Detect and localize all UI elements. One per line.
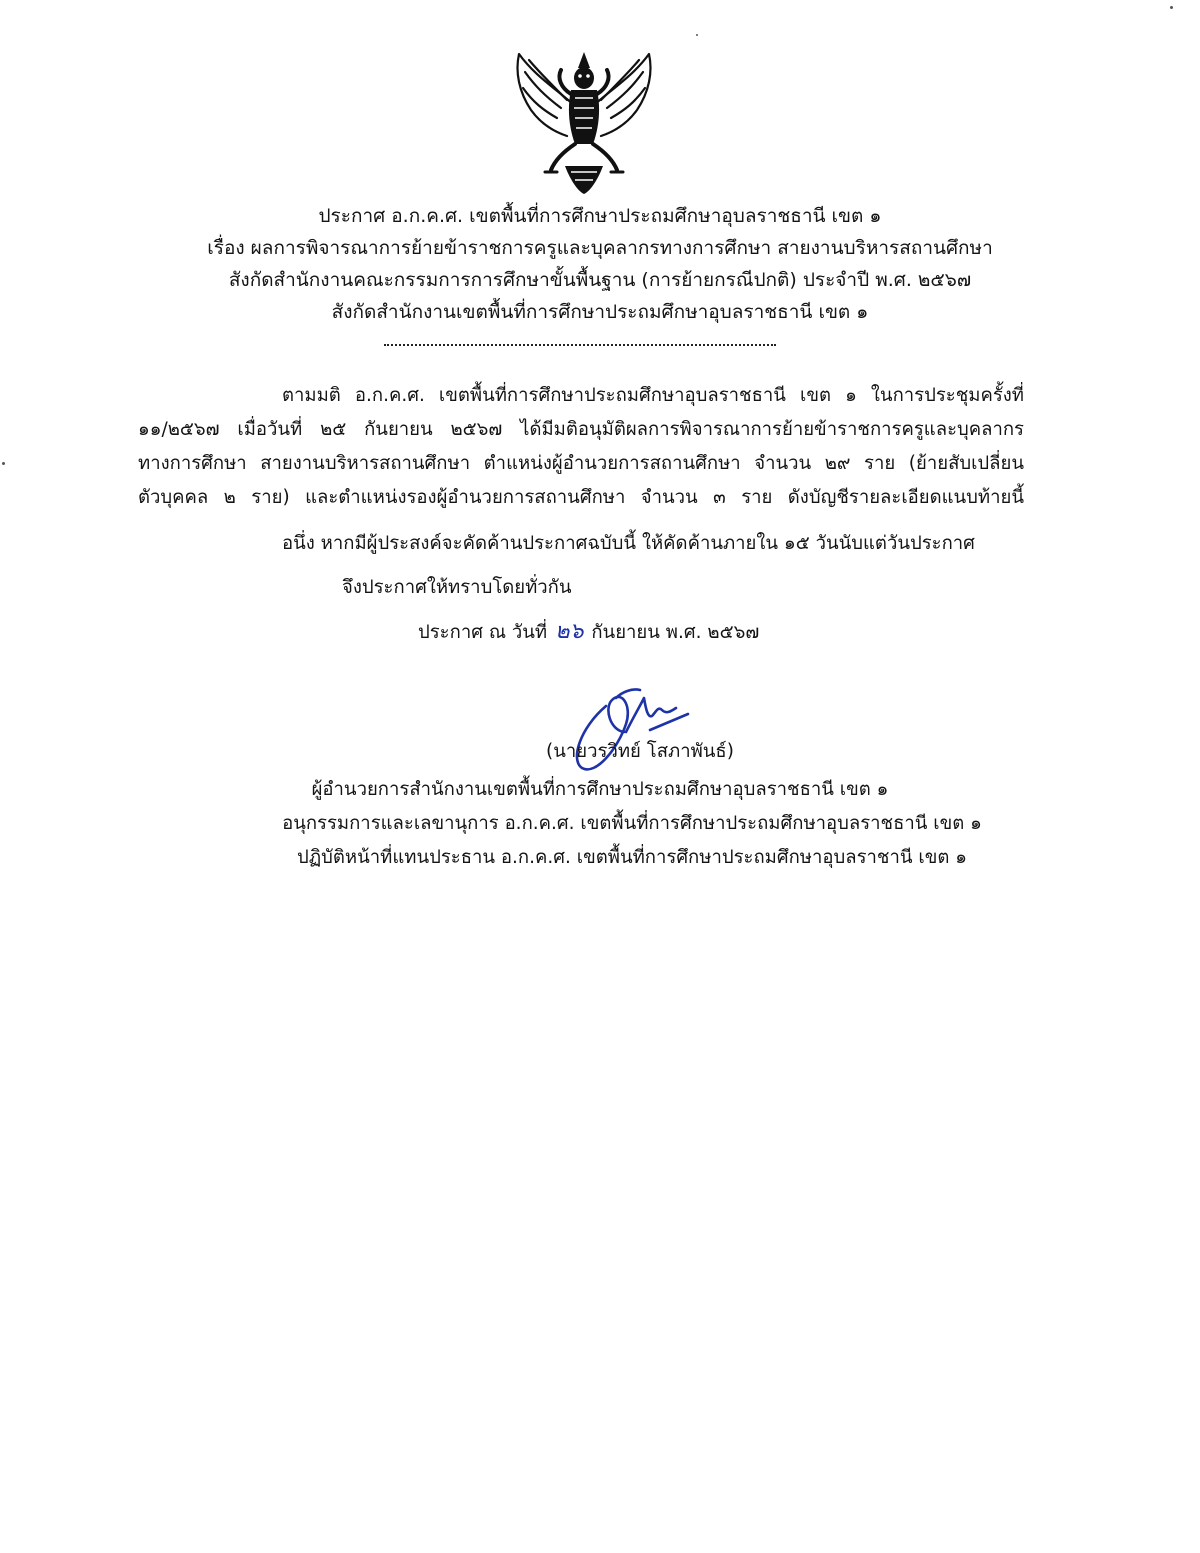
body-paragraph-line1: ตามมติ อ.ก.ค.ศ. เขตพื้นที่การศึกษาประถมศึกษาอุบลราชธานี เขต ๑ ในการประชุมครั้งที่ <box>282 385 1024 406</box>
body-paragraph-line4: ตัวบุคคล ๒ ราย) และตำแหน่งรองผู้อำนวยการสถานศึกษา จำนวน ๓ ราย ดังบัญชีรายละเอียดแนบท้ายนี้ <box>138 487 1024 508</box>
body-paragraph-line2: ๑๑/๒๕๖๗ เมื่อวันที่ ๒๕ กันยายน ๒๕๖๗ ได้มีมติอนุมัติผลการพิจารณาการย้ายข้าราชการครูและบุคลากร <box>138 419 1024 440</box>
signatory-name: (นายวรวิทย์ โสภาพันธ์) <box>546 741 734 762</box>
closing-statement: จึงประกาศให้ทราบโดยทั่วกัน <box>342 577 572 598</box>
signatory-position-1: ผู้อำนวยการสำนักงานเขตพื้นที่การศึกษาประถมศึกษาอุบลราชธานี เขต ๑ <box>311 779 889 800</box>
body-paragraph-line3: ทางการศึกษา สายงานบริหารสถานศึกษา ตำแหน่งผู้อำนวยการสถานศึกษา จำนวน ๒๙ ราย (ย้ายสับเปลี่ยน <box>138 453 1024 474</box>
dotted-divider <box>384 344 776 346</box>
date-suffix: กันยายน พ.ศ. ๒๕๖๗ <box>591 622 760 643</box>
objection-notice: อนึ่ง หากมีผู้ประสงค์จะคัดค้านประกาศฉบับนี้ ให้คัดค้านภายใน ๑๕ วันนับแต่วันประกาศ <box>282 533 975 554</box>
announcement-subject-line2: สังกัดสำนักงานคณะกรรมการการศึกษาขั้นพื้นฐาน (การย้ายกรณีปกติ) ประจำปี พ.ศ. ๒๕๖๗ <box>228 269 972 291</box>
scan-speck <box>1170 6 1173 9</box>
announcement-subject: เรื่อง ผลการพิจารณาการย้ายข้าราชการครูและบุคลากรทางการศึกษา สายงานบริหารสถานศึกษา <box>207 237 993 259</box>
announcement-date <box>418 618 759 647</box>
garuda-emblem-icon <box>505 48 663 196</box>
signatory-position-3: ปฏิบัติหน้าที่แทนประธาน อ.ก.ค.ศ. เขตพื้นที่การศึกษาประถมศึกษาอุบลราชานี เขต ๑ <box>297 847 967 868</box>
handwritten-day: ๒๖ <box>555 619 584 644</box>
signatory-position-2: อนุกรรมการและเลขานุการ อ.ก.ค.ศ. เขตพื้นที่การศึกษาประถมศึกษาอุบลราชธานี เขต ๑ <box>282 813 982 834</box>
date-prefix: ประกาศ ณ วันที่ <box>418 622 548 643</box>
signature-icon <box>560 676 710 786</box>
announcement-subject-line3: สังกัดสำนักงานเขตพื้นที่การศึกษาประถมศึกษาอุบลราชธานี เขต ๑ <box>331 301 869 323</box>
scan-speck <box>696 34 698 36</box>
announcement-title: ประกาศ อ.ก.ค.ศ. เขตพื้นที่การศึกษาประถมศึกษาอุบลราชธานี เขต ๑ <box>318 205 882 227</box>
scan-speck <box>2 462 5 465</box>
